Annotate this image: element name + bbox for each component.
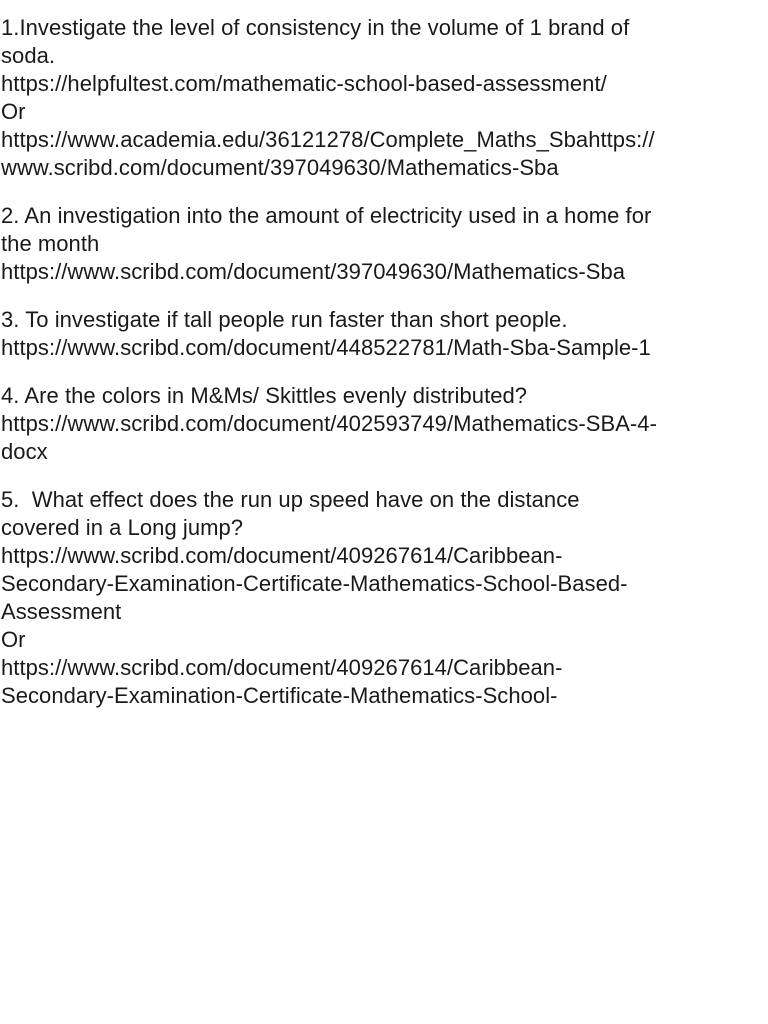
topic-3-link-scribd: https://www.scribd.com/document/448522781/Math-Sba-Sample-1: [1, 335, 651, 360]
topic-3-line-1: 3. To investigate if tall people run faster than short people.: [1, 307, 568, 332]
topic-5-line-2: covered in a Long jump?: [1, 515, 244, 540]
topic-1-line-2: soda.: [1, 43, 56, 68]
sba-topic-2: [1, 202, 768, 286]
topic-1-or: Or: [1, 99, 26, 124]
topic-4-line-1: 4. Are the colors in M&Ms/ Skittles evenly distributed?: [1, 383, 528, 408]
topic-5-line-1: 5. What effect does the run up speed have on the distance: [1, 487, 580, 512]
topic-1-line-1: 1.Investigate the level of consistency in the volume of 1 brand of: [1, 15, 630, 40]
topic-4-link-scribd: https://www.scribd.com/document/402593749/Mathematics-SBA-4-: [1, 411, 657, 436]
topic-1-link-academia: https://www.academia.edu/36121278/Complete_Maths_Sbahttps://: [1, 127, 655, 152]
sba-topic-4: [1, 382, 768, 466]
topic-1-link-scribd: www.scribd.com/document/397049630/Mathematics-Sba: [1, 155, 559, 180]
topic-2-line-2: the month: [1, 231, 100, 256]
topic-5-link-2-cont: Secondary-Examination-Certificate-Mathematics-School-: [1, 683, 558, 708]
sba-topic-1: [1, 14, 768, 182]
topic-1-link-helpfultest: https://helpfultest.com/mathematic-school-based-assessment/: [1, 71, 607, 96]
topic-5-link-1-cont-b: Assessment: [1, 599, 122, 624]
topic-2-line-1: 2. An investigation into the amount of electricity used in a home for: [1, 203, 652, 228]
topic-5-link-1: https://www.scribd.com/document/409267614/Caribbean-: [1, 543, 563, 568]
topic-2-link-scribd: https://www.scribd.com/document/397049630/Mathematics-Sba: [1, 259, 626, 284]
sba-topic-3: [1, 306, 768, 362]
topic-5-or: Or: [1, 627, 26, 652]
topic-5-link-2: https://www.scribd.com/document/409267614/Caribbean-: [1, 655, 563, 680]
topic-5-link-1-cont-a: Secondary-Examination-Certificate-Mathematics-School-Based-: [1, 571, 628, 596]
topic-4-link-scribd-cont: docx: [1, 439, 48, 464]
sba-topic-5: [1, 486, 768, 710]
